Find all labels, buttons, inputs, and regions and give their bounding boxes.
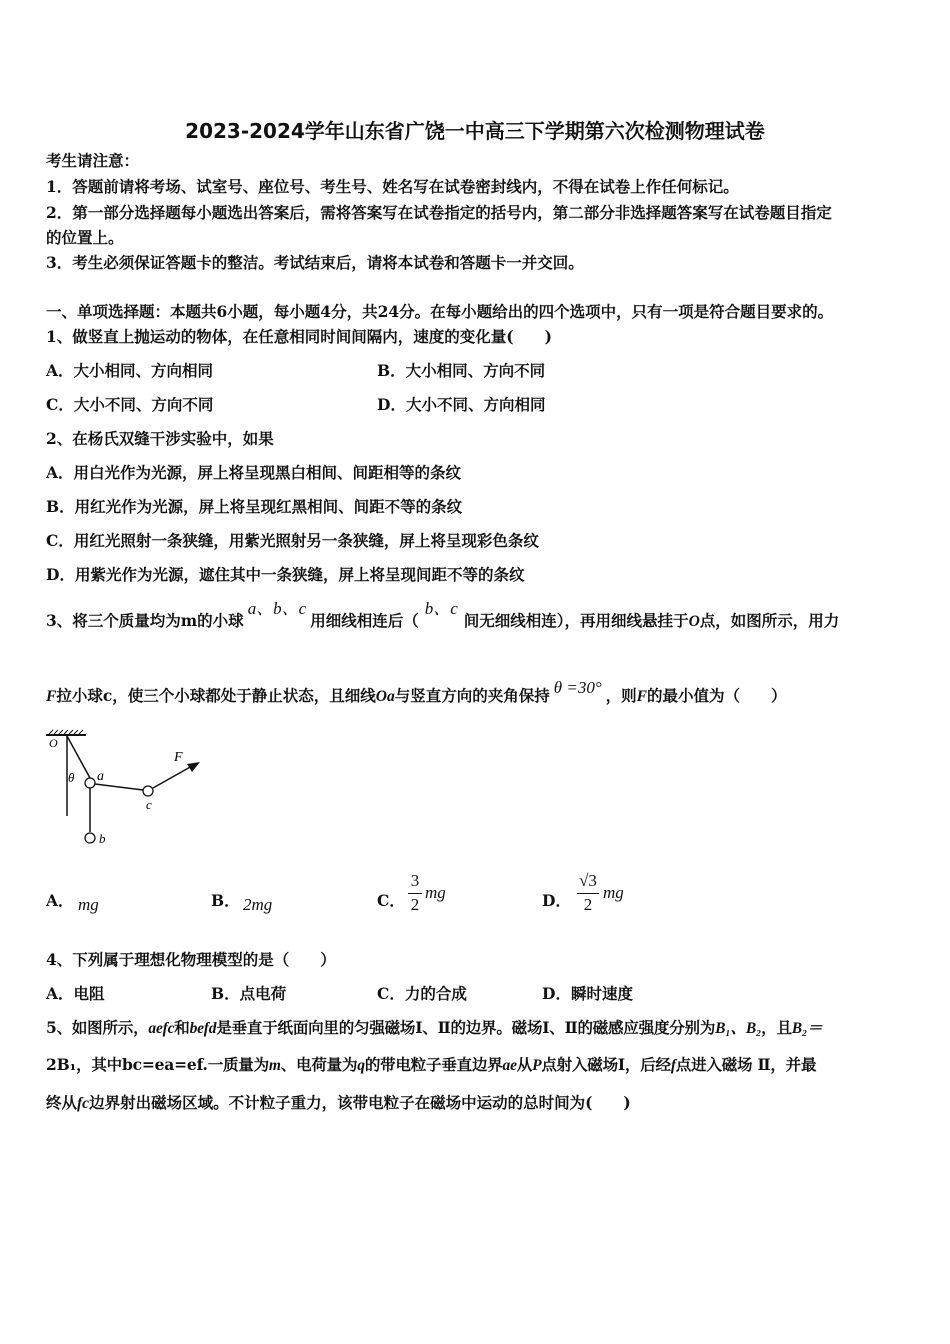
q2-option-c: C．用红光照射一条狭缝，用紫光照射另一条狭缝，屏上将呈现彩色条纹 <box>46 531 539 550</box>
q4-stem: 4、下列属于理想化物理模型的是（ ） <box>46 950 336 969</box>
q3-math-o: O <box>688 613 700 630</box>
q3-math-abc: a、b、c <box>247 599 307 618</box>
q2-option-b: B．用红光作为光源，屏上将呈现红黑相间、间距不等的条纹 <box>46 497 463 516</box>
q2-option-a: A．用白光作为光源，屏上将呈现黑白相间、间距相等的条纹 <box>46 463 462 482</box>
q1-stem: 1、做竖直上抛运动的物体，在任意相同时间间隔内，速度的变化量( ) <box>46 327 552 346</box>
q3-option-a-label: A． <box>46 891 74 910</box>
ball-c <box>143 786 153 796</box>
notice-heading: 考生请注意： <box>46 151 140 170</box>
label-c: c <box>146 797 152 812</box>
q2-option-d: D．用紫光作为光源，遮住其中一条狭缝，屏上将呈现间距不等的条纹 <box>46 565 525 584</box>
q5-math: q <box>357 1057 365 1074</box>
q5-math: f <box>670 1057 676 1074</box>
q1-option-b: B．大小相同、方向不同 <box>377 361 546 380</box>
q5-text: 点射入磁场Ⅰ，后经 <box>541 1055 671 1074</box>
notice-item-2-line-2: 的位置上。 <box>46 228 124 247</box>
notice-item-2-line-1: 2．第一部分选择题每小题选出答案后，需将答案写在试卷指定的括号内，第二部分非选择题答案写在试卷题目指定 <box>46 203 832 222</box>
force-arrow-head <box>187 762 200 772</box>
ball-a <box>85 778 95 788</box>
label-theta: θ <box>68 770 75 785</box>
q5-math: befd <box>189 1020 217 1037</box>
q3-math-f: F <box>46 688 57 705</box>
q3-text: 点，如图所示，用力 <box>699 611 840 630</box>
q5-text: 点进入磁场 Ⅱ，并最 <box>675 1055 817 1074</box>
q3-option-c-tail: mg <box>425 883 446 902</box>
q3-option-c-fraction <box>408 871 424 919</box>
q5-text: 是垂直于纸面向里的匀强磁场Ⅰ、Ⅱ的边界。磁场Ⅰ、Ⅱ的磁感应强度分别为 <box>216 1018 716 1037</box>
q3-option-c-label: C． <box>377 891 405 910</box>
label-f: F <box>174 750 183 765</box>
fraction-numerator: 3 <box>410 871 420 890</box>
q5-math: m <box>268 1057 281 1074</box>
ball-b <box>85 833 95 843</box>
q1-option-c: C．大小不同、方向不同 <box>46 395 214 414</box>
fraction-denominator: 2 <box>583 895 593 914</box>
q3-option-d-tail: mg <box>603 883 624 902</box>
label-a: a <box>97 769 104 784</box>
q5-text: 终从 <box>46 1093 78 1112</box>
q3-option-a-value: mg <box>78 895 99 914</box>
q3-text: 用细线相连后（ <box>310 611 419 630</box>
q5-text: 5、如图所示， <box>46 1018 149 1037</box>
q5-math: ae <box>502 1057 517 1074</box>
q5-stem-line-2 <box>46 1055 816 1076</box>
q3-option-d-label: D． <box>542 891 571 910</box>
q3-math-bc: b、c <box>424 599 458 618</box>
q3-figure <box>40 728 215 853</box>
q5-text: 边界射出磁场区域。不计粒子重力，该带电粒子在磁场中运动的总时间为( ) <box>89 1093 631 1112</box>
q5-text: 、电荷量为 <box>280 1055 358 1074</box>
fraction-bar <box>577 893 599 894</box>
q4-option-c: C．力的合成 <box>377 984 467 1003</box>
q3-stem-line-2 <box>46 678 787 707</box>
q5-math: B₁、B₂ <box>715 1020 762 1037</box>
page-title: 2023-2024学年山东省广饶一中高三下学期第六次检测物理试卷 <box>185 119 765 143</box>
q5-text: 的带电粒子垂直边界 <box>364 1055 503 1074</box>
q3-option-d-fraction <box>577 871 601 919</box>
q5-math: P <box>532 1057 542 1074</box>
q1-option-d: D．大小不同、方向相同 <box>377 395 546 414</box>
label-o: O <box>49 736 58 750</box>
q3-option-b-value: 2mg <box>243 895 273 914</box>
string-ac <box>95 784 143 790</box>
q3-math-theta: θ =30° <box>553 678 602 697</box>
q4-option-a: A．电阻 <box>46 984 105 1003</box>
q3-text: 3、将三个质量均为m的小球 <box>46 611 244 630</box>
q5-math: B₂＝ <box>791 1020 823 1037</box>
q3-math-oa: Oa <box>375 688 395 705</box>
notice-item-3: 3．考生必须保证答题卡的整洁。考试结束后，请将本试卷和答题卡一并交回。 <box>46 253 584 272</box>
q5-text: 2B₁，其中bc=ea=ef.一质量为 <box>46 1055 269 1074</box>
q3-text: 的最小值为（ ） <box>647 686 787 705</box>
q1-option-a: A．大小相同、方向相同 <box>46 361 214 380</box>
q3-text: ，则 <box>605 686 637 705</box>
q4-option-b: B．点电荷 <box>211 984 287 1003</box>
notice-item-1: 1．答题前请将考场、试室号、座位号、考生号、姓名写在试卷密封线内，不得在试卷上作任何标记。 <box>46 177 739 196</box>
ceiling-hatch <box>49 730 83 734</box>
q5-math: aefc <box>148 1020 175 1037</box>
fraction-numerator: √3 <box>579 871 597 890</box>
q3-math-f: F <box>636 688 647 705</box>
q5-text: 和 <box>174 1018 190 1037</box>
q5-text: ，且 <box>761 1018 792 1037</box>
section-heading: 一、单项选择题：本题共6小题，每小题4分，共24分。在每小题给出的四个选项中，只有一项是符合题目要求的。 <box>46 302 834 321</box>
q5-math: fc <box>77 1095 90 1112</box>
q3-text: 间无细线相连），再用细线悬挂于 <box>463 611 689 630</box>
fraction-denominator: 2 <box>410 895 420 914</box>
force-arrow-shaft <box>153 766 192 788</box>
q2-stem: 2、在杨氏双缝干涉实验中，如果 <box>46 429 274 448</box>
q3-stem-line-1 <box>46 599 840 632</box>
q4-option-d: D．瞬时速度 <box>542 984 633 1003</box>
q3-option-b-label: B． <box>211 891 240 910</box>
q5-stem-line-1 <box>46 1018 822 1039</box>
q5-stem-line-3 <box>46 1093 631 1114</box>
q3-text: 拉小球c，使三个小球都处于静止状态，且细线 <box>56 686 376 705</box>
fraction-bar <box>408 893 422 894</box>
q3-text: 与竖直方向的夹角保持 <box>394 686 550 705</box>
q5-text: 从 <box>516 1055 533 1074</box>
label-b: b <box>99 831 106 846</box>
